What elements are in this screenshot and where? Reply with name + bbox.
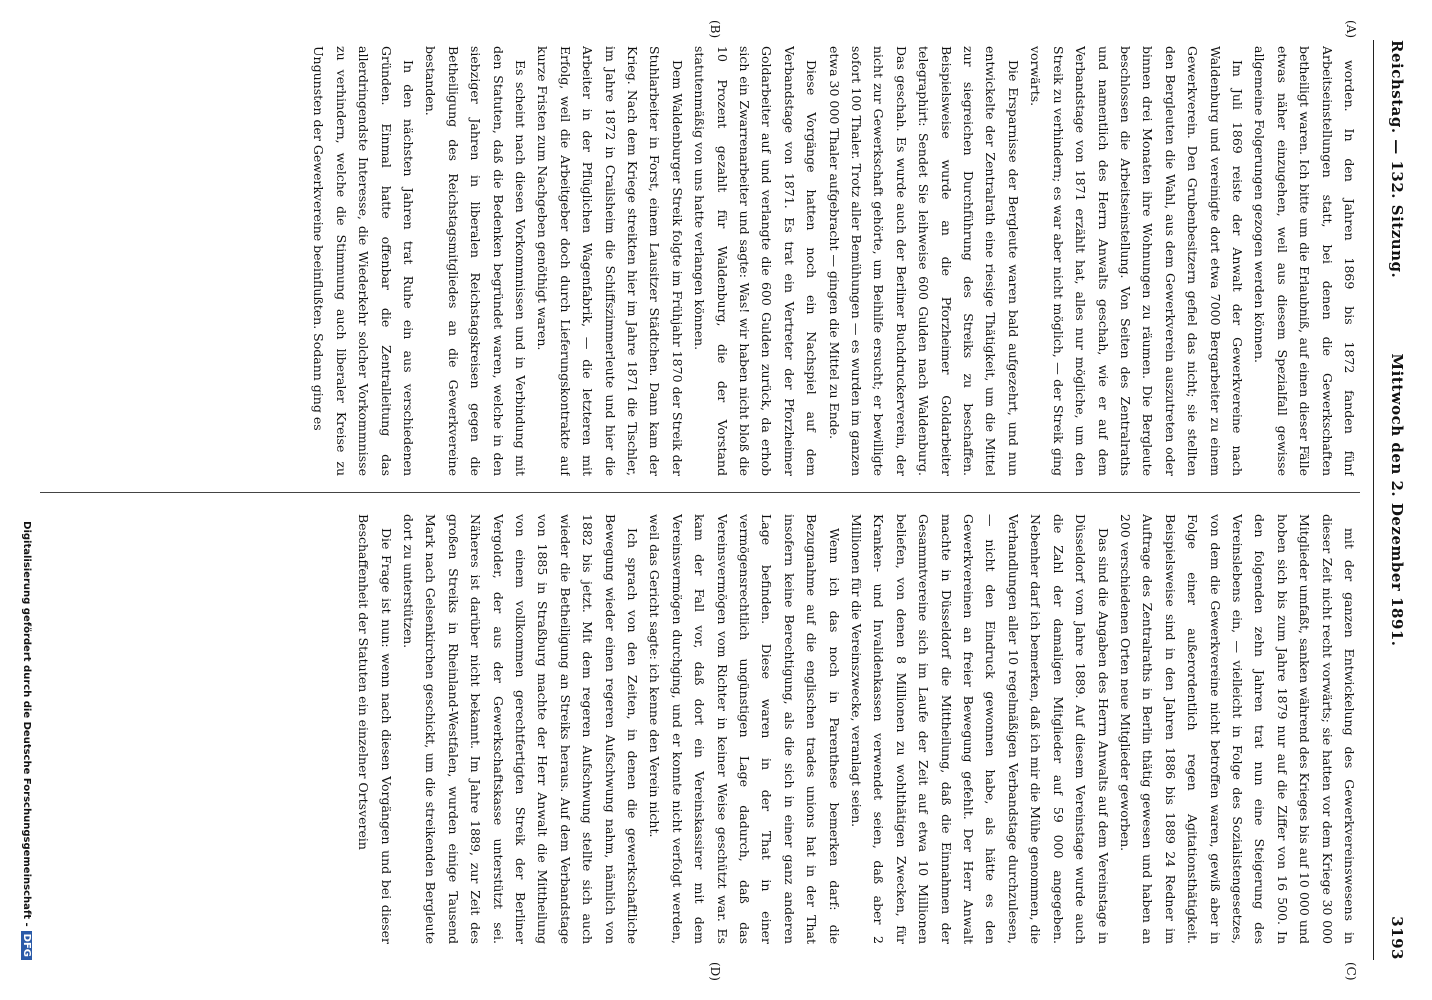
dfg-logo: DFG [21, 931, 32, 960]
section-marker-d: (D) [708, 962, 722, 981]
paragraph: Ich sprach von den Zeiten, in denen die gewerkschaftliche Bewegung wieder einen regeren Aufschwung nahm, nämlich von 1882 bis jetzt. Mit dem regeren Aufschwung stellte sich auch wieder die Betheiligung an Streiks heraus. Auf dem Verbandstage von 1885 in Straßburg machte der Herr Anwalt die Mittheilung von einem vollkommen gerechtfertigten Streik der Berliner Vergolder, der aus der Gewerkschaftskasse unterstützt sei. Näheres ist darüber nicht bekannt. Im Jahre 1889, zur Zeit des großen Streiks in Rheinland-Westfalen, wurden einige Tausend Mark nach Gelsenkirchen geschickt, um die streikenden Bergleute dort zu unterstützen. [400, 514, 640, 944]
column-divider [40, 492, 1360, 493]
running-header [1373, 40, 1414, 960]
section-marker-c: (C) [1344, 962, 1358, 981]
paragraph: In den nächsten Jahren trat Ruhe ein aus verschiedenen Gründen. Einmal hatte offenbar die Zentralleitung das allerdringendste Interesse, die Wiederkehr solcher Vorkommnisse zu verhindern, welche die Stimmung auch liberaler Kreise zu Ungunsten der Gewerkvereine beeinflußten. Sodann ging es [311, 46, 416, 476]
digitization-credit [16, 40, 32, 960]
paragraph: Es scheint nach diesen Vorkommnissen und in Verbindung mit den Statuten, daß die Bedenken begründet waren, welche in den siebziger Jahren in liberalen Reichstagskreisen gegen die Betheiligung des Reichstagsmitgliedes an die Gewerkvereine bestanden. [423, 46, 528, 476]
paragraph: Im Juli 1869 reiste der Anwalt der Gewerkvereine nach Waldenburg und vereinigte dort etwa 7000 Bergarbeiter zu einem Gewerkverein. Den Grubenbesitzern gefiel das nicht; sie stellten den Bergleuten die Wahl, aus dem Gewerkverein auszutreten oder binnen drei Monaten ihre Wohnungen zu räumen. Die Bergleute beschlossen die Arbeitseinstellung. Von Seiten des Zentralraths und namentlich des Herrn Anwalts geschah, wie er auf dem Verbandstage von 1871 erzählt hat, alles nur mögliche, um den Streik zu verhindern; es war aber nicht möglich, — der Streik ging vorwärts. [1028, 46, 1245, 476]
text-column-left [40, 46, 1360, 476]
paragraph: mit der ganzen Entwickelung des Gewerkvereinswesens in dieser Zeit nicht recht vorwärts; sie hatten vor dem Kriege 30 000 Mitglieder umfaßt, sanken während des Krieges bis auf 10 000 und hoben sich bis zum Jahre 1879 nur auf die Ziffer von 16 500. In den folgenden zehn Jahren trat nun eine Steigerung des Vereinslebens ein, — vielleicht in Folge des Sozialistengesetzes, von dem die Gewerkvereine nicht betroffen waren, gewiß aber in Folge einer außerordentlich regen Agitationsthätigkeit. Beispielsweise sind in den Jahren 1886 bis 1889 24 Redner im Auftrage des Zentralraths in Berlin thätig gewesen und haben an 200 verschiedenen Orten neue Mitglieder geworben. [1117, 514, 1357, 944]
text-column-right [40, 514, 1360, 944]
section-marker-a: (A) [1344, 20, 1358, 39]
page-number: 3193 [1388, 916, 1406, 960]
paragraph: Die Ersparnisse der Bergleute waren bald aufgezehrt, und nun entwickelte der Zentralrath eine riesige Thätigkeit, um die Mittel zur siegreichen Durchführung des Streiks zu beschaffen. Beispielsweise wurde an die Pforzheimer Goldarbeiter telegraphirt: Sendet Sie leihweise 600 Gulden nach Waldenburg. Das geschah. Es wurde auch der Berliner Buchdruckerverein, der nicht zur Gewerkschaft gehörte, um Beihilfe ersucht; er bewilligte sofort 100 Thaler. Trotz aller Bemühungen — es wurden im ganzen etwa 30 000 Thaler aufgebracht — gingen die Mittel zu Ende. [826, 46, 1021, 476]
rotated-page-content [10, 10, 1422, 990]
paragraph: Dem Waldenburger Streik folgte im Frühjahr 1870 der Streik der Stuhlarbeiter in Forst, einem Lausitzer Städtchen. Dann kam der Krieg. Nach dem Kriege streikten hier im Jahre 1871 die Tischler, im Jahre 1872 in Crailsheim die Schiffszimmerleute und hier die Arbeiter in der Pflüglichen Wagenfabrik, — die letzteren mit Erfolg, weil die Arbeitgeber doch durch Lieferungskontrakte auf kurze Fristen zum Nachgeben genöthigt waren. [535, 46, 685, 476]
header-center: Mittwoch den 2. Dezember 1891. [1388, 353, 1406, 647]
section-marker-b: (B) [708, 20, 722, 39]
paragraph: Wenn ich das noch in Parenthese bemerken darf: die Bezugnahme auf die englischen trades unions hat in der That insofern keine Berechtigung, als die sich in einer ganz anderen Lage befinden. Diese waren in der That in einer vermögensrechtlich ungünstigen Lage dadurch, daß das Vereinsvermögen vom Richter in keiner Weise geschützt war. Es kam der Fall vor, daß dort ein Vereinskassirer mit dem Vereinsvermögen durchging, und er konnte nicht verfolgt werden, weil das Gericht sagte: ich kenne den Verein nicht. [647, 514, 842, 944]
header-left: Reichstag. — 132. Sitzung. [1388, 40, 1406, 279]
paragraph: Die Frage ist nun: wenn nach diesen Vorgängen und bei dieser Beschaffenheit der Statuten ein einzelner Ortsverein [356, 514, 394, 944]
credit-text: Digitalisierung gefördert durch die Deutsche Forschungsgemeinschaft - [21, 521, 32, 927]
paragraph: Diese Vorgänge hatten noch ein Nachspiel auf dem Verbandstage von 1871. Es trat ein Vertreter der Pforzheimer Goldarbeiter auf und verlangte die 600 Gulden zurück, da erhob sich ein Zwarrenarbeiter und sagte: Was! wir haben nicht bloß die 10 Prozent gezahlt für Waldenburg, die der Vorstand statutenmäßig von uns hatte verlangen können. [692, 46, 820, 476]
paragraph: worden. In den Jahren 1869 bis 1872 fanden fünf Arbeitseinstellungen statt, bei denen die Gewerkschaften betheiligt waren. Ich bitte um die Erlaubniß, auf einen dieser Fälle etwas näher einzugehen, weil aus diesem Spezialfall gewisse allgemeine Folgerungen gezogen werden können. [1252, 46, 1357, 476]
paragraph: Das sind die Angaben des Herrn Anwalts auf dem Vereinstage in Düsseldorf vom Jahre 1889. Auf diesem Vereinstage wurde auch die Zahl der damaligen Mitglieder auf 59 000 angegeben. Nebenher darf ich bemerken, daß ich mir die Mühe genommen, die Verhandlungen aller 10 regelmäßigen Verbandstage durchzulesen, — nicht den Eindruck gewonnen habe, als hätte es den Gewerkvereinen an freier Bewegung gefehlt. Der Herr Anwalt machte in Düsseldorf die Mittheilung, daß die Einnahmen der Gesammtvereine sich im Laufe der Zeit auf etwa 10 Millionen beliefen, von denen 8 Millionen zu wohlthätigen Zwecken, für Kranken- und Invalidenkassen verwendet seien, daß aber 2 Millionen für die Vereinszwecke, veranlagt seien. [849, 514, 1111, 944]
